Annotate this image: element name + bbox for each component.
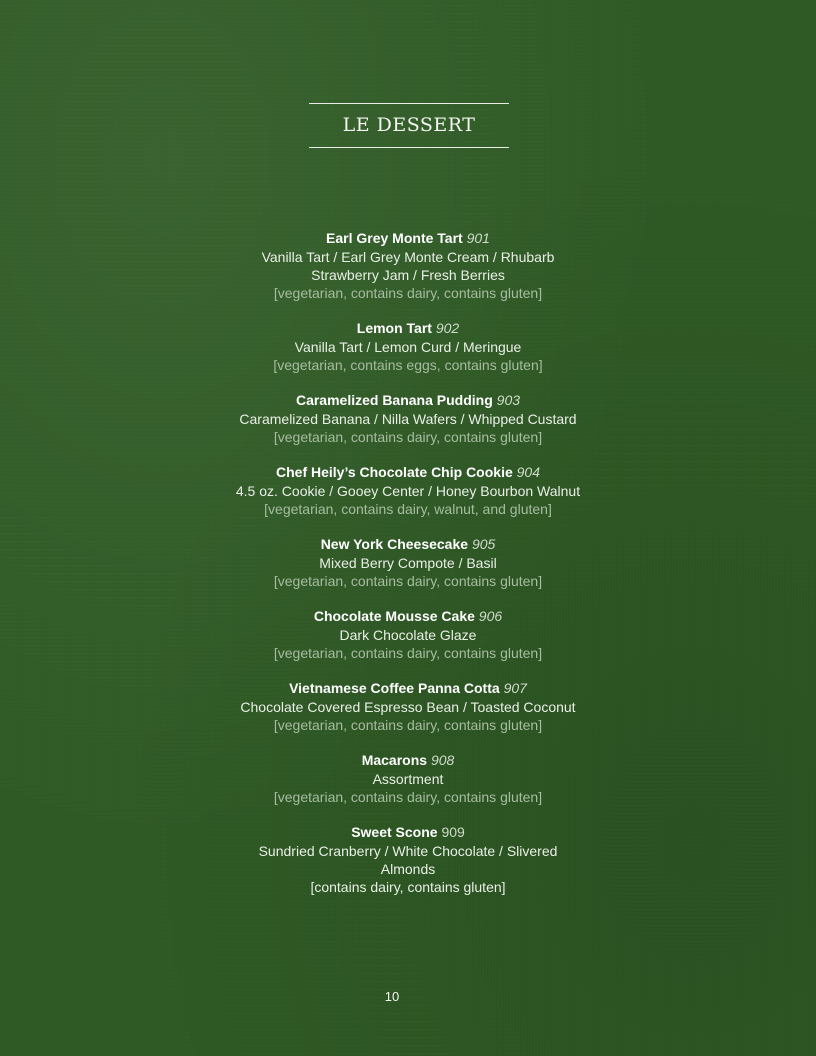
menu-item — [208, 229, 608, 302]
item-dietary-tags: [contains dairy, contains gluten] — [310, 879, 506, 895]
item-number: 908 — [430, 752, 455, 768]
item-description: Mixed Berry Compote / Basil — [319, 555, 497, 571]
header-bottom-rule — [309, 147, 509, 148]
item-description: Chocolate Covered Espresso Bean / Toasted Coconut — [240, 699, 576, 715]
item-dietary-tags: [vegetarian, contains eggs, contains gluten] — [273, 357, 543, 373]
menu-item — [208, 679, 608, 734]
item-description: Vanilla Tart / Earl Grey Monte Cream / Rhubarb Strawberry Jam / Fresh Berries — [261, 249, 555, 283]
item-description: Caramelized Banana / Nilla Wafers / Whipped Custard — [239, 411, 577, 427]
menu-item — [208, 463, 608, 518]
item-title — [208, 679, 608, 698]
item-name: Chef Heily’s Chocolate Chip Cookie — [276, 464, 513, 480]
section-title: LE DESSERT — [342, 114, 476, 136]
item-dietary-tags: [vegetarian, contains dairy, contains gluten] — [273, 573, 543, 589]
item-description: Assortment — [372, 771, 444, 787]
item-name: Lemon Tart — [356, 320, 432, 336]
item-description: 4.5 oz. Cookie / Gooey Center / Honey Bourbon Walnut — [235, 483, 581, 499]
page-number: 10 — [384, 989, 400, 1004]
item-name: Vietnamese Coffee Panna Cotta — [289, 680, 500, 696]
item-description: Vanilla Tart / Lemon Curd / Meringue — [294, 339, 522, 355]
item-description: Sundried Cranberry / White Chocolate / Slivered Almonds — [258, 843, 558, 877]
item-number: 904 — [516, 464, 540, 480]
menu-item — [208, 751, 608, 806]
item-number: 907 — [503, 680, 527, 696]
item-number: 901 — [466, 230, 490, 246]
menu-item — [208, 391, 608, 446]
item-title — [208, 535, 608, 554]
section-header — [309, 103, 509, 148]
item-name: Sweet Scone — [351, 824, 438, 840]
item-title — [208, 463, 608, 482]
dessert-menu — [208, 229, 608, 913]
item-dietary-tags: [vegetarian, contains dairy, contains gluten] — [273, 789, 543, 805]
item-number: 906 — [478, 608, 503, 624]
item-name: Earl Grey Monte Tart — [326, 230, 463, 246]
item-number: 909 — [441, 824, 465, 840]
item-title — [208, 391, 608, 410]
item-title — [208, 607, 608, 626]
item-name: Chocolate Mousse Cake — [313, 608, 475, 624]
item-title — [208, 319, 608, 338]
item-name: Macarons — [361, 752, 428, 768]
item-name: New York Cheesecake — [320, 536, 469, 552]
item-dietary-tags: [vegetarian, contains dairy, contains gluten] — [273, 717, 543, 733]
menu-item — [208, 607, 608, 662]
item-number: 905 — [471, 536, 496, 552]
item-dietary-tags: [vegetarian, contains dairy, walnut, and gluten] — [264, 501, 552, 517]
item-title — [208, 751, 608, 770]
item-dietary-tags: [vegetarian, contains dairy, contains gluten] — [273, 429, 543, 445]
item-number: 902 — [435, 320, 460, 336]
menu-item — [208, 319, 608, 374]
item-title — [208, 229, 608, 248]
item-name: Caramelized Banana Pudding — [295, 392, 493, 408]
item-dietary-tags: [vegetarian, contains dairy, contains gluten] — [273, 645, 543, 661]
item-title — [208, 823, 608, 842]
item-number: 903 — [496, 392, 521, 408]
menu-item — [208, 535, 608, 590]
item-dietary-tags: [vegetarian, contains dairy, contains gluten] — [273, 285, 543, 301]
item-description: Dark Chocolate Glaze — [339, 627, 477, 643]
menu-item — [208, 823, 608, 896]
